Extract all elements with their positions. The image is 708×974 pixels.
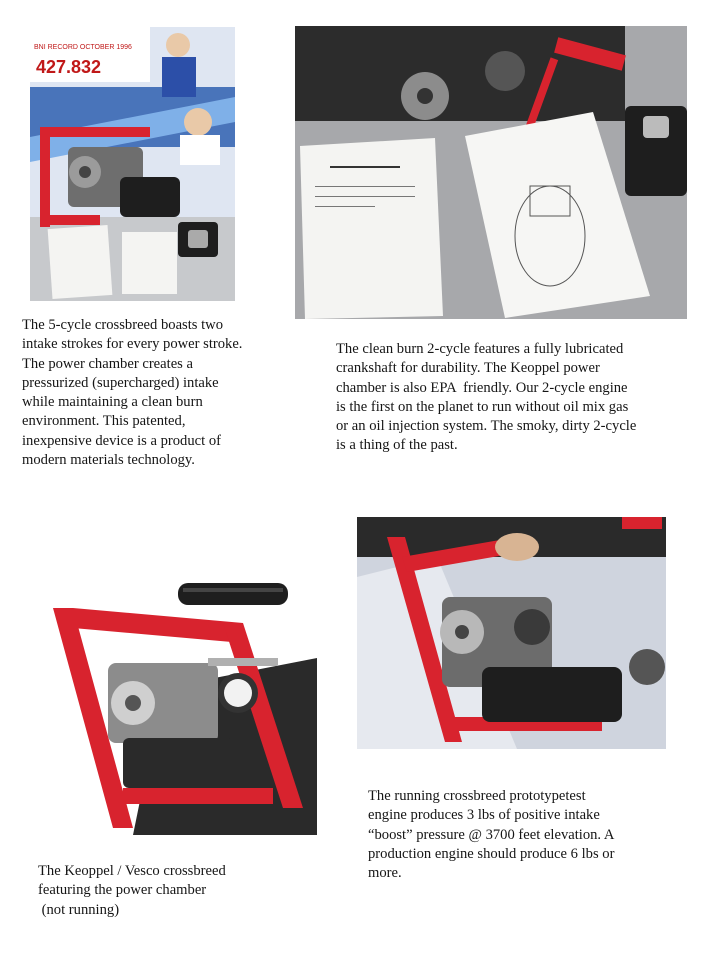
caption-line: is the first on the planet to run without oil mix gas bbox=[336, 398, 629, 415]
photo-patent-documents bbox=[295, 26, 687, 319]
caption-line: “boost” pressure @ 3700 feet elevation. A bbox=[368, 826, 615, 843]
caption-line: inexpensive device is a product of bbox=[22, 432, 221, 449]
caption-line: chamber is also EPA friendly. Our 2-cycle engine bbox=[336, 379, 628, 396]
caption-line: (not running) bbox=[38, 901, 120, 918]
caption-line: The 5-cycle crossbreed boasts two bbox=[22, 317, 223, 333]
caption-line: featuring the power chamber bbox=[38, 882, 207, 899]
caption-line: The power chamber creates a bbox=[22, 355, 193, 372]
poster-record-label: BNI RECORD OCTOBER 1996 bbox=[34, 44, 132, 51]
photo-running-prototype bbox=[357, 517, 666, 749]
caption-line: environment. This patented, bbox=[22, 413, 186, 430]
caption-line: engine produces 3 lbs of positive intake bbox=[368, 807, 600, 824]
caption-line: The running crossbreed prototypetest bbox=[368, 788, 586, 804]
caption-line: The Keoppel / Vesco crossbreed bbox=[38, 863, 226, 879]
caption-line: crankshaft for durability. The Keoppel power bbox=[336, 360, 600, 377]
caption-line: pressurized (supercharged) intake bbox=[22, 374, 219, 391]
caption-line: or an oil injection system. The smoky, dirty 2-cycle bbox=[336, 418, 637, 435]
caption-running-prototype bbox=[368, 787, 614, 883]
caption-line: The clean burn 2-cycle features a fully lubricated bbox=[336, 341, 624, 357]
caption-keoppel-vesco bbox=[38, 862, 226, 920]
poster-record-value: 427.832 bbox=[36, 57, 102, 77]
caption-line: while maintaining a clean burn bbox=[22, 394, 203, 411]
caption-line: production engine should produce 6 lbs or bbox=[368, 845, 615, 862]
caption-clean-burn bbox=[336, 340, 636, 456]
caption-line: more. bbox=[368, 865, 402, 882]
caption-line: modern materials technology. bbox=[22, 452, 195, 469]
photo-engine-poster bbox=[30, 27, 235, 301]
caption-line: intake strokes for every power stroke. bbox=[22, 336, 243, 353]
photo-crossbreed-stand bbox=[13, 568, 317, 835]
caption-five-cycle bbox=[22, 316, 242, 470]
caption-line: is a thing of the past. bbox=[336, 437, 458, 454]
